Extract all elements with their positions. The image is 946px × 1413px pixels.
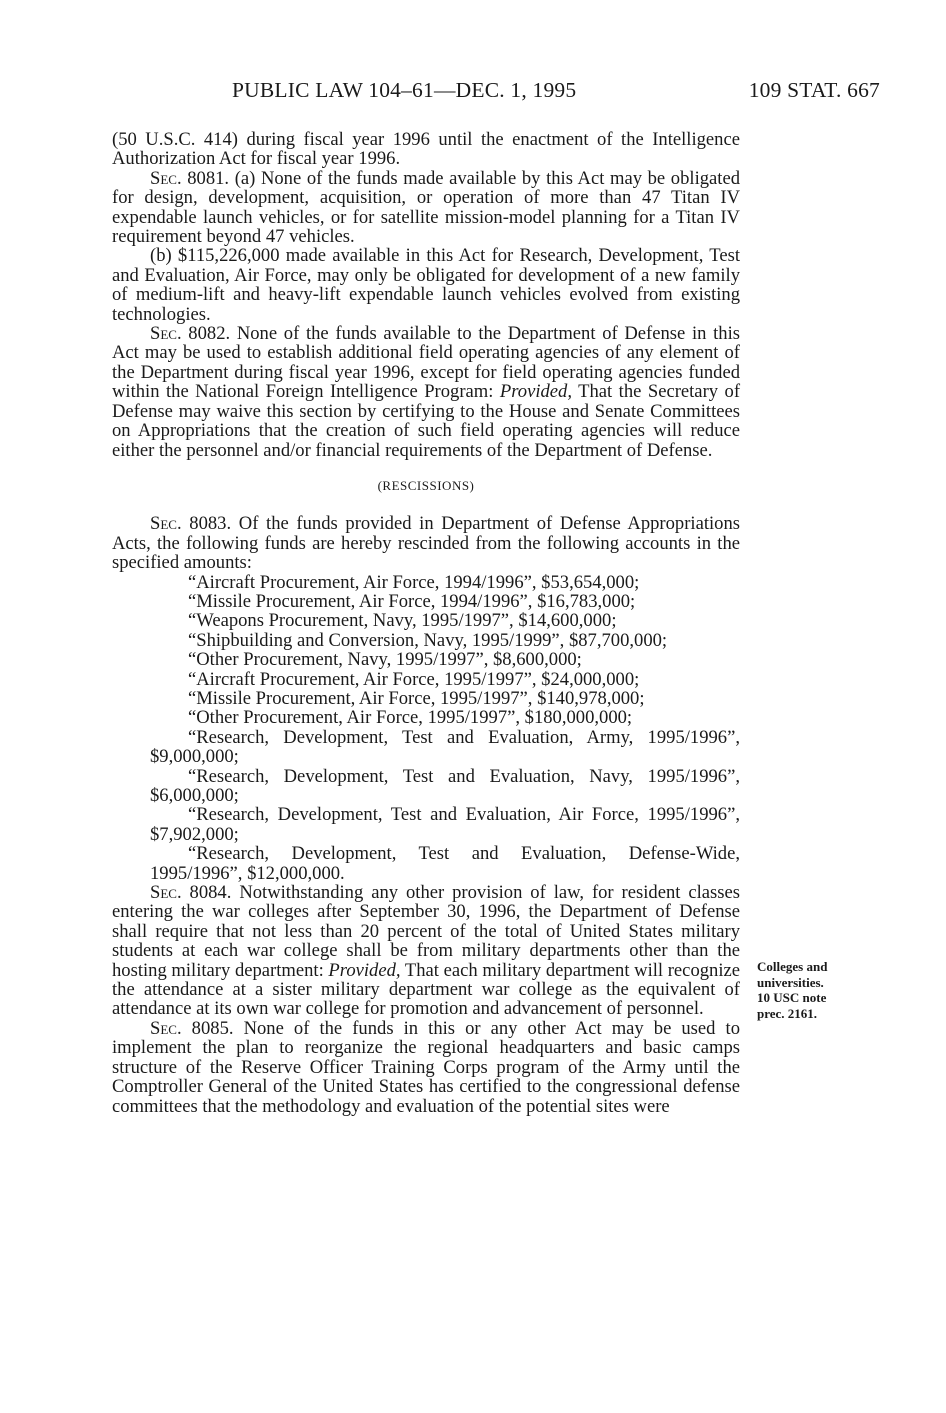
list-item: “Shipbuilding and Conversion, Navy, 1995/1999”, $87,700,000; xyxy=(188,629,668,651)
section-8081-a: Sec. 8081. (a) None of the funds made available by this Act may be obligated for design, development, acquisition, or operation of more than 47 Titan IV expendable launch vehicles, or for satellite mission-model planning for a Titan IV requirement beyond 47 vehicles. xyxy=(112,167,740,248)
list-item: “Research, Development, Test and Evaluation, Navy, 1995/1996”, $6,000,000; xyxy=(150,765,740,806)
section-8085: Sec. 8085. None of the funds in this or any other Act may be used to implement the plan to reorganize the regional headquarters and basic camps structure of the Reserve Officer Training Corps program of the Army until the Comptroller General of the United States has certified to the congressional defense committees that the methodology and evaluation of the potential sites were xyxy=(112,1017,740,1117)
margin-note-line: universities. xyxy=(757,974,824,990)
header-title: PUBLIC LAW 104–61—DEC. 1, 1995 xyxy=(232,78,577,102)
list-item: “Missile Procurement, Air Force, 1994/1996”, $16,783,000; xyxy=(188,590,636,612)
sec-label: Sec. xyxy=(150,513,182,535)
list-item: “Other Procurement, Air Force, 1995/1997”, $180,000,000; xyxy=(188,707,633,729)
list-item: “Other Procurement, Navy, 1995/1997”, $8,600,000; xyxy=(188,649,582,671)
section-8083: Sec. 8083. Of the funds provided in Department of Defense Appropriations Acts, the following funds are hereby rescinded from the following accounts in the specified amounts: xyxy=(112,513,740,574)
sec-label: Sec. xyxy=(150,1017,182,1039)
list-item: “Research, Development, Test and Evaluation, Defense-Wide, 1995/1996”, $12,000,000. xyxy=(150,843,740,884)
list-item: “Weapons Procurement, Navy, 1995/1997”, $14,600,000; xyxy=(188,610,617,632)
margin-note-line: 10 USC note xyxy=(757,990,827,1005)
header-page-number: 109 STAT. 667 xyxy=(748,78,880,102)
list-item: “Aircraft Procurement, Air Force, 1995/1997”, $24,000,000; xyxy=(188,668,640,690)
document-body xyxy=(112,130,740,1116)
sec-label: Sec. xyxy=(150,323,182,345)
section-8081-b: (b) $115,226,000 made available in this Act for Research, Development, Test and Evaluation, Air Force, may only be obligated for development of a new family of medium-lift and heavy-lift expendable launch vehicles evolved from existing technologies. xyxy=(112,245,740,325)
page-header xyxy=(0,78,946,112)
paragraph-continuation: (50 U.S.C. 414) during fiscal year 1996 until the enactment of the Intelligence Authorization Act for fiscal year 1996. xyxy=(112,129,740,170)
list-item: “Research, Development, Test and Evaluation, Air Force, 1995/1996”, $7,902,000; xyxy=(150,804,740,845)
margin-note-line: Colleges and xyxy=(757,959,828,974)
section-8084: Sec. 8084. Notwithstanding any other provision of law, for resident classes entering the war colleges after September 30, 1996, the Department of Defense shall require that not less than 20 percent of the total of United States military students at each war college shall be from military departments other than the hosting military department: Provided, That each military department will recognize the attendance at a sister military department war college as the equivalent of attendance at its own war college for promotion and advancement of personnel. xyxy=(112,882,741,1020)
margin-note xyxy=(757,959,857,1021)
sec-label: Sec. xyxy=(150,882,182,904)
sec-label: Sec. xyxy=(150,167,182,189)
list-item: “Research, Development, Test and Evaluation, Army, 1995/1996”, $9,000,000; xyxy=(150,726,740,768)
margin-note-line: prec. 2161. xyxy=(757,1005,818,1021)
section-8082: Sec. 8082. None of the funds available to the Department of Defense in this Act may be used to establish additional field operating agencies of any element of the Department during fiscal year 1996, except for field operating agencies funded within the National Foreign Intelligence Program: Provided, That the Secretary of Defense may waive this section by certifying to the House and Senate Committees on Appropriations that the creation of such field operating agencies will reduce either the personnel and/or financial requirements of the Department of Defense. xyxy=(112,323,741,461)
list-item: “Missile Procurement, Air Force, 1995/1997”, $140,978,000; xyxy=(188,687,645,709)
rescission-list xyxy=(112,573,740,884)
list-item: “Aircraft Procurement, Air Force, 1994/1996”, $53,654,000; xyxy=(188,571,640,593)
rescissions-heading: (RESCISSIONS) xyxy=(377,477,475,493)
